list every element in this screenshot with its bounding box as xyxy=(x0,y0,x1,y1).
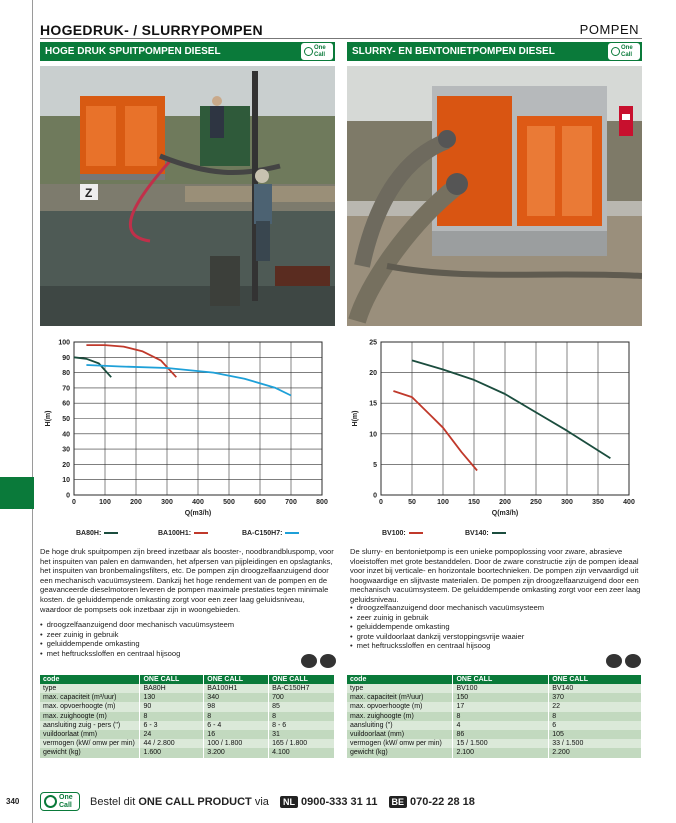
table-cell: 100 / 1.800 xyxy=(204,739,269,748)
y-tick-label: 20 xyxy=(62,461,70,469)
list-item: • zeer zuinig in gebruik xyxy=(350,613,642,623)
legend-item-ba-c150h7 xyxy=(242,530,299,537)
table-cell: 8 - 6 xyxy=(269,721,335,730)
section-tab xyxy=(0,477,34,509)
badge-line2: Call xyxy=(621,52,633,58)
legend-item-ba80h xyxy=(76,530,118,537)
table-header: ONE CALL xyxy=(204,675,269,684)
table-cell: 4 xyxy=(453,721,549,730)
country-code-be: BE xyxy=(389,796,408,808)
table-cell: max. zuighoogte (m) xyxy=(347,712,453,721)
y-axis-label: H(m) xyxy=(45,410,52,427)
phone-icon xyxy=(304,47,313,56)
x-tick-label: 100 xyxy=(437,499,449,506)
order-prefix: Bestel dit xyxy=(90,796,136,808)
y-tick-label: 30 xyxy=(62,446,70,454)
table-cell: BA80H xyxy=(140,684,204,693)
table-cell: 8 xyxy=(549,712,642,721)
x-tick-label: 400 xyxy=(192,499,204,506)
list-item: • grote vuildoorlaat dankzij verstoppingsvrije waaier xyxy=(350,632,642,642)
list-item: • met heftruckssloffen en centraal hijsoog xyxy=(350,641,642,651)
table-cell: 6 - 3 xyxy=(140,721,204,730)
order-product: ONE CALL PRODUCT xyxy=(138,796,252,808)
table-cell: 105 xyxy=(549,730,642,739)
x-tick-label: 0 xyxy=(72,499,76,506)
table-row xyxy=(347,702,642,711)
table-cell: BV140 xyxy=(549,684,642,693)
x-tick-label: 400 xyxy=(623,499,635,506)
table-row xyxy=(40,684,335,693)
table-header: ONE CALL xyxy=(140,675,204,684)
table-row xyxy=(40,721,335,730)
high-pressure-pump-photo xyxy=(40,66,335,326)
left-feature-list xyxy=(40,620,335,658)
legend-label: BA100H1: xyxy=(158,530,192,537)
y-tick-label: 25 xyxy=(369,339,377,347)
table-header: code xyxy=(40,675,140,684)
table-cell: type xyxy=(347,684,453,693)
phone-icon xyxy=(611,47,620,56)
title-rule xyxy=(40,38,642,39)
x-tick-label: 300 xyxy=(161,499,173,506)
table-cell: max. capaciteit (m³/uur) xyxy=(347,693,453,702)
table-row xyxy=(347,739,642,748)
table-cell: 6 - 4 xyxy=(204,721,269,730)
legend-swatch xyxy=(104,532,118,534)
legend-label: BA-C150H7: xyxy=(242,530,283,537)
table-row xyxy=(347,712,642,721)
y-tick-label: 0 xyxy=(373,492,377,500)
right-feature-list xyxy=(350,603,642,651)
table-cell: type xyxy=(40,684,140,693)
table-row xyxy=(347,721,642,730)
table-cell: vermogen (kW/ omw per min) xyxy=(347,739,453,748)
table-cell: aansluiting (") xyxy=(347,721,453,730)
x-tick-label: 0 xyxy=(379,499,383,506)
table-cell: vuildoorlaat (mm) xyxy=(347,730,453,739)
table-cell: 44 / 2.800 xyxy=(140,739,204,748)
table-cell: aansluiting zuig - pers (") xyxy=(40,721,140,730)
country-code-nl: NL xyxy=(280,796,298,808)
right-feature-icons xyxy=(606,654,642,668)
table-cell: BA100H1 xyxy=(204,684,269,693)
table-cell: 8 xyxy=(140,712,204,721)
table-cell: BA-C150H7 xyxy=(269,684,335,693)
truck-icon xyxy=(625,654,641,668)
photo-sign-label: Z xyxy=(85,186,93,200)
right-section-title: SLURRY- EN BENTONIETPOMPEN DIESEL xyxy=(352,46,555,57)
one-call-badge xyxy=(301,43,333,60)
right-performance-chart xyxy=(347,336,642,526)
legend-label: BA80H: xyxy=(76,530,102,537)
left-performance-chart xyxy=(40,336,335,526)
y-tick-label: 15 xyxy=(369,400,377,408)
left-section-title: HOGE DRUK SPUITPOMPEN DIESEL xyxy=(45,46,221,57)
logo-line2: Call xyxy=(59,802,72,809)
legend-swatch xyxy=(409,532,423,534)
table-header: ONE CALL xyxy=(269,675,335,684)
table-cell: 33 / 1.500 xyxy=(549,739,642,748)
table-cell: gewicht (kg) xyxy=(40,748,140,757)
table-cell: max. capaciteit (m³/uur) xyxy=(40,693,140,702)
table-cell: 2.200 xyxy=(549,748,642,757)
table-cell: 4.100 xyxy=(269,748,335,757)
legend-item-ba100h1 xyxy=(158,530,208,537)
table-header: ONE CALL xyxy=(453,675,549,684)
table-row xyxy=(40,712,335,721)
table-cell: max. opvoerhoogte (m) xyxy=(40,702,140,711)
phone-nl[interactable]: 0900-333 31 11 xyxy=(300,796,378,808)
list-item: • met heftruckssloffen en centraal hijsoog xyxy=(40,649,335,659)
table-cell: 130 xyxy=(140,693,204,702)
x-tick-label: 100 xyxy=(99,499,111,506)
table-cell: 2.100 xyxy=(453,748,549,757)
order-line xyxy=(90,796,475,808)
table-cell: vermogen (kW/ omw per min) xyxy=(40,739,140,748)
truck-icon xyxy=(320,654,336,668)
y-tick-label: 40 xyxy=(62,431,70,439)
table-cell: 700 xyxy=(269,693,335,702)
table-row xyxy=(40,748,335,757)
legend-swatch xyxy=(285,532,299,534)
y-tick-label: 50 xyxy=(62,416,70,423)
x-tick-label: 150 xyxy=(468,499,480,506)
table-row xyxy=(347,748,642,757)
left-chart-legend xyxy=(40,530,335,540)
table-cell: 3.200 xyxy=(204,748,269,757)
x-tick-label: 700 xyxy=(285,499,297,506)
x-tick-label: 50 xyxy=(408,499,416,506)
phone-icon xyxy=(44,795,57,808)
table-cell: 24 xyxy=(140,730,204,739)
badge-line1: One xyxy=(621,45,633,51)
table-cell: 16 xyxy=(204,730,269,739)
legend-label: BV140: xyxy=(465,530,489,537)
left-feature-icons xyxy=(301,654,337,668)
table-cell: 31 xyxy=(269,730,335,739)
slurry-pump-photo xyxy=(347,66,642,326)
table-cell: 370 xyxy=(549,693,642,702)
category-label: POMPEN xyxy=(579,22,639,37)
right-description: De slurry- en bentonietpomp is een unieke pompoplossing voor zware, abrasieve vloeistoffen met grote bestanddelen. Door de zware constructie zijn de pompen ideaal voor inzet bij verticale- en horizontale boortechnieken. De pompen zijn vervaardigd uit hoogwaardige en slijtvaste materialen. De pompen zijn droogzelfaanzuigend door een mechanisch vacuümsysteem. De geluiddempende omkasting zorgt voor een zeer laag geluidsniveau. xyxy=(350,547,641,604)
x-tick-label: 300 xyxy=(561,499,573,506)
table-cell: vuildoorlaat (mm) xyxy=(40,730,140,739)
table-row xyxy=(347,693,642,702)
phone-be[interactable]: 070-22 28 18 xyxy=(410,796,475,808)
table-cell: 8 xyxy=(204,712,269,721)
table-row xyxy=(347,684,642,693)
table-cell: 22 xyxy=(549,702,642,711)
table-cell: 8 xyxy=(453,712,549,721)
x-tick-label: 200 xyxy=(499,499,511,506)
y-tick-label: 70 xyxy=(62,385,70,393)
x-tick-label: 200 xyxy=(130,499,142,506)
legend-item-bv100 xyxy=(382,530,423,537)
table-cell: 85 xyxy=(269,702,335,711)
y-tick-label: 10 xyxy=(62,477,70,485)
table-cell: 17 xyxy=(453,702,549,711)
table-cell: 165 / 1.800 xyxy=(269,739,335,748)
table-row xyxy=(40,730,335,739)
table-cell: 150 xyxy=(453,693,549,702)
table-cell: 90 xyxy=(140,702,204,711)
one-call-logo xyxy=(40,792,80,811)
y-tick-label: 80 xyxy=(62,370,70,378)
x-tick-label: 600 xyxy=(254,499,266,506)
list-item: • geluiddempende omkasting xyxy=(350,622,642,632)
table-row xyxy=(40,702,335,711)
legend-item-bv140 xyxy=(465,530,506,537)
left-description: De hoge druk spuitpompen zijn breed inzetbaar als booster-, noodbrandbluspomp, voor het inspuiten van palen en damwanden, het afpersen van pijpleidingen en opslagtanks, het inspuiten van bronbemalingsfilters, etc. De pompen zijn droogzelfaanzuigend door een mechanisch vacuümsysteem. Dankzij het hoge rendement van de pompen en de geavanceerde dieselmotoren leveren de pompen maximale prestaties tegen minimale kosten. de geluiddempende omkasting zorgt voor een zeer laag geluidsniveau, waardoor de pompsets ook inzetbaar zijn in woongebieden. xyxy=(40,547,334,614)
table-cell: 6 xyxy=(549,721,642,730)
table-cell: max. opvoerhoogte (m) xyxy=(347,702,453,711)
table-cell: 15 / 1.500 xyxy=(453,739,549,748)
table-cell: max. zuighoogte (m) xyxy=(40,712,140,721)
y-tick-label: 100 xyxy=(58,339,70,347)
y-tick-label: 90 xyxy=(62,354,70,362)
x-axis-label: Q(m3/h) xyxy=(491,510,519,517)
right-chart-legend xyxy=(347,530,642,540)
x-axis-label: Q(m3/h) xyxy=(184,510,212,517)
left-spec-table xyxy=(40,675,335,758)
table-row xyxy=(347,730,642,739)
footer xyxy=(40,792,640,812)
badge-line2: Call xyxy=(314,52,326,58)
legend-swatch xyxy=(492,532,506,534)
y-tick-label: 60 xyxy=(62,400,70,408)
table-cell: gewicht (kg) xyxy=(347,748,453,757)
order-via: via xyxy=(254,796,269,808)
x-tick-label: 500 xyxy=(223,499,235,506)
right-section-header xyxy=(347,42,642,61)
table-cell: 340 xyxy=(204,693,269,702)
table-row xyxy=(40,739,335,748)
table-header: ONE CALL xyxy=(549,675,642,684)
list-item: • droogzelfaanzuigend door mechanisch vacuümsysteem xyxy=(350,603,642,613)
pump-icon xyxy=(301,654,317,668)
legend-label: BV100: xyxy=(382,530,406,537)
y-axis-label: H(m) xyxy=(352,410,359,427)
table-cell: BV100 xyxy=(453,684,549,693)
list-item: • geluiddempende omkasting xyxy=(40,639,335,649)
y-tick-label: 20 xyxy=(369,370,377,378)
x-tick-label: 250 xyxy=(530,499,542,506)
page-number: 340 xyxy=(6,797,20,806)
list-item: • zeer zuinig in gebruik xyxy=(40,630,335,640)
table-cell: 8 xyxy=(269,712,335,721)
one-call-badge xyxy=(608,43,640,60)
x-tick-label: 350 xyxy=(592,499,604,506)
table-header: code xyxy=(347,675,453,684)
left-margin-bar xyxy=(0,0,33,823)
logo-line1: One xyxy=(59,794,73,801)
x-tick-label: 800 xyxy=(316,499,328,506)
badge-line1: One xyxy=(314,45,326,51)
y-tick-label: 0 xyxy=(66,492,70,500)
right-spec-table xyxy=(347,675,642,758)
legend-swatch xyxy=(194,532,208,534)
table-cell: 98 xyxy=(204,702,269,711)
y-tick-label: 10 xyxy=(369,431,377,439)
table-row xyxy=(40,693,335,702)
table-cell: 86 xyxy=(453,730,549,739)
table-cell: 1.600 xyxy=(140,748,204,757)
page-title: HOGEDRUK- / SLURRYPOMPEN xyxy=(40,22,263,38)
list-item: • droogzelfaanzuigend door mechanisch vacuümsysteem xyxy=(40,620,335,630)
left-section-header xyxy=(40,42,335,61)
y-tick-label: 5 xyxy=(373,461,377,469)
pump-icon xyxy=(606,654,622,668)
